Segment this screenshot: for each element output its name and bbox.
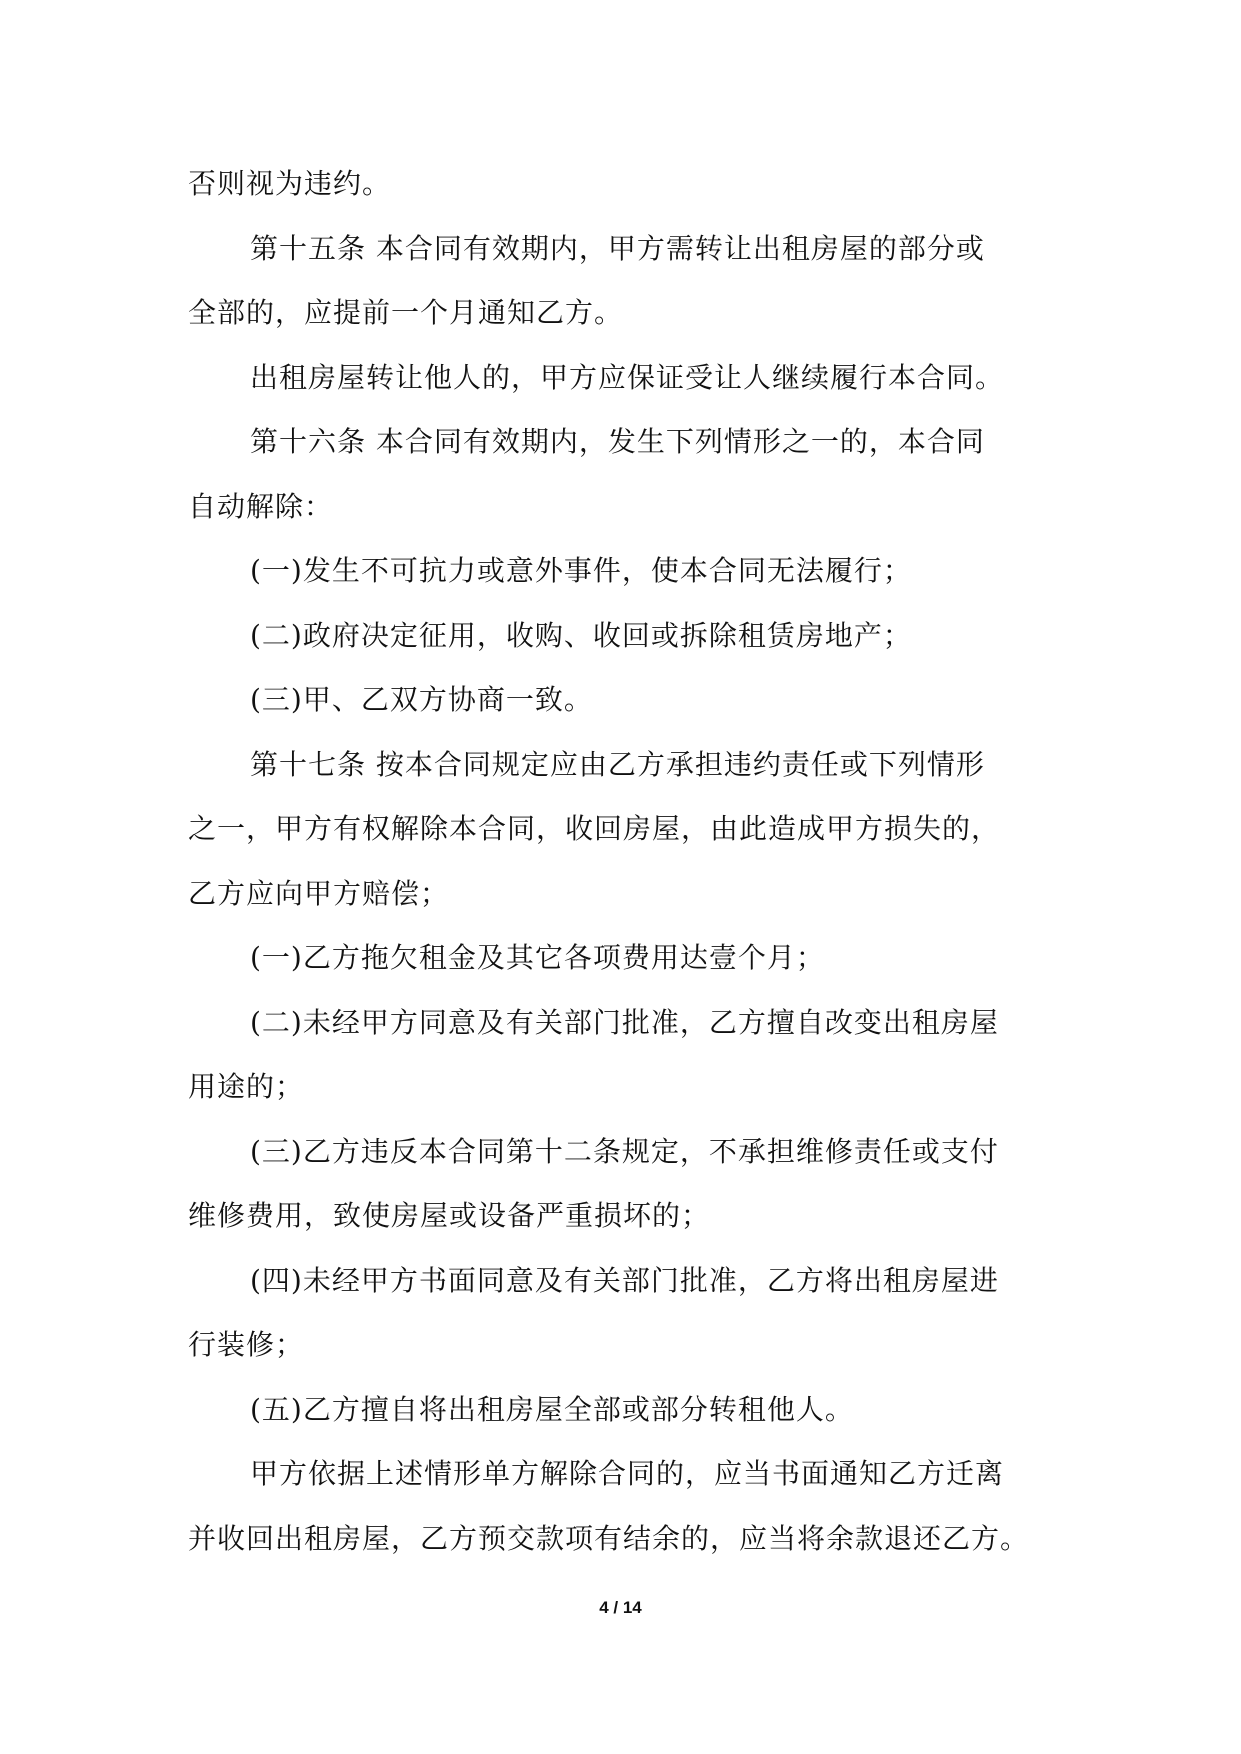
text-line: 第十七条 按本合同规定应由乙方承担违约责任或下列情形 <box>250 747 985 781</box>
text-line: 并收回出租房屋，乙方预交款项有结余的，应当将余款退还乙方。 <box>188 1521 1030 1555</box>
text-line: 乙方应向甲方赔偿； <box>188 876 450 910</box>
text-line: (五)乙方擅自将出租房屋全部或部分转租他人。 <box>250 1392 854 1426</box>
text-line: 之一，甲方有权解除本合同，收回房屋，由此造成甲方损失的， <box>188 812 1001 845</box>
text-line: 维修费用，致使房屋或设备严重损坏的； <box>188 1199 711 1232</box>
text-line: 用途的； <box>188 1070 305 1103</box>
text-line: (二)未经甲方同意及有关部门批准，乙方擅自改变出租房屋 <box>250 1005 999 1039</box>
text-line: 第十五条 本合同有效期内，甲方需转让出租房屋的部分或 <box>250 231 985 265</box>
text-line: 甲方依据上述情形单方解除合同的，应当书面通知乙方迁离 <box>250 1457 1005 1490</box>
text-line: (一)发生不可抗力或意外事件，使本合同无法履行； <box>250 554 912 587</box>
contract-body-text <box>188 158 1068 1577</box>
text-line: (一)乙方拖欠租金及其它各项费用达壹个月； <box>250 941 825 974</box>
text-line: 全部的，应提前一个月通知乙方。 <box>188 296 624 329</box>
text-line: (三)乙方违反本合同第十二条规定，不承担维修责任或支付 <box>250 1134 999 1168</box>
page-number: 4 / 14 <box>599 1598 642 1617</box>
text-line: (三)甲、乙双方协商一致。 <box>250 683 593 716</box>
text-line: (四)未经甲方书面同意及有关部门批准，乙方将出租房屋进 <box>250 1263 999 1297</box>
text-line: 自动解除： <box>188 489 334 523</box>
text-line: 第十六条 本合同有效期内，发生下列情形之一的，本合同 <box>250 425 985 458</box>
text-line: 出租房屋转让他人的，甲方应保证受让人继续履行本合同。 <box>250 360 1005 394</box>
text-line: 否则视为违约。 <box>188 167 392 200</box>
text-line: 行装修； <box>188 1328 305 1361</box>
text-line: (二)政府决定征用，收购、收回或拆除租赁房地产； <box>250 618 912 652</box>
